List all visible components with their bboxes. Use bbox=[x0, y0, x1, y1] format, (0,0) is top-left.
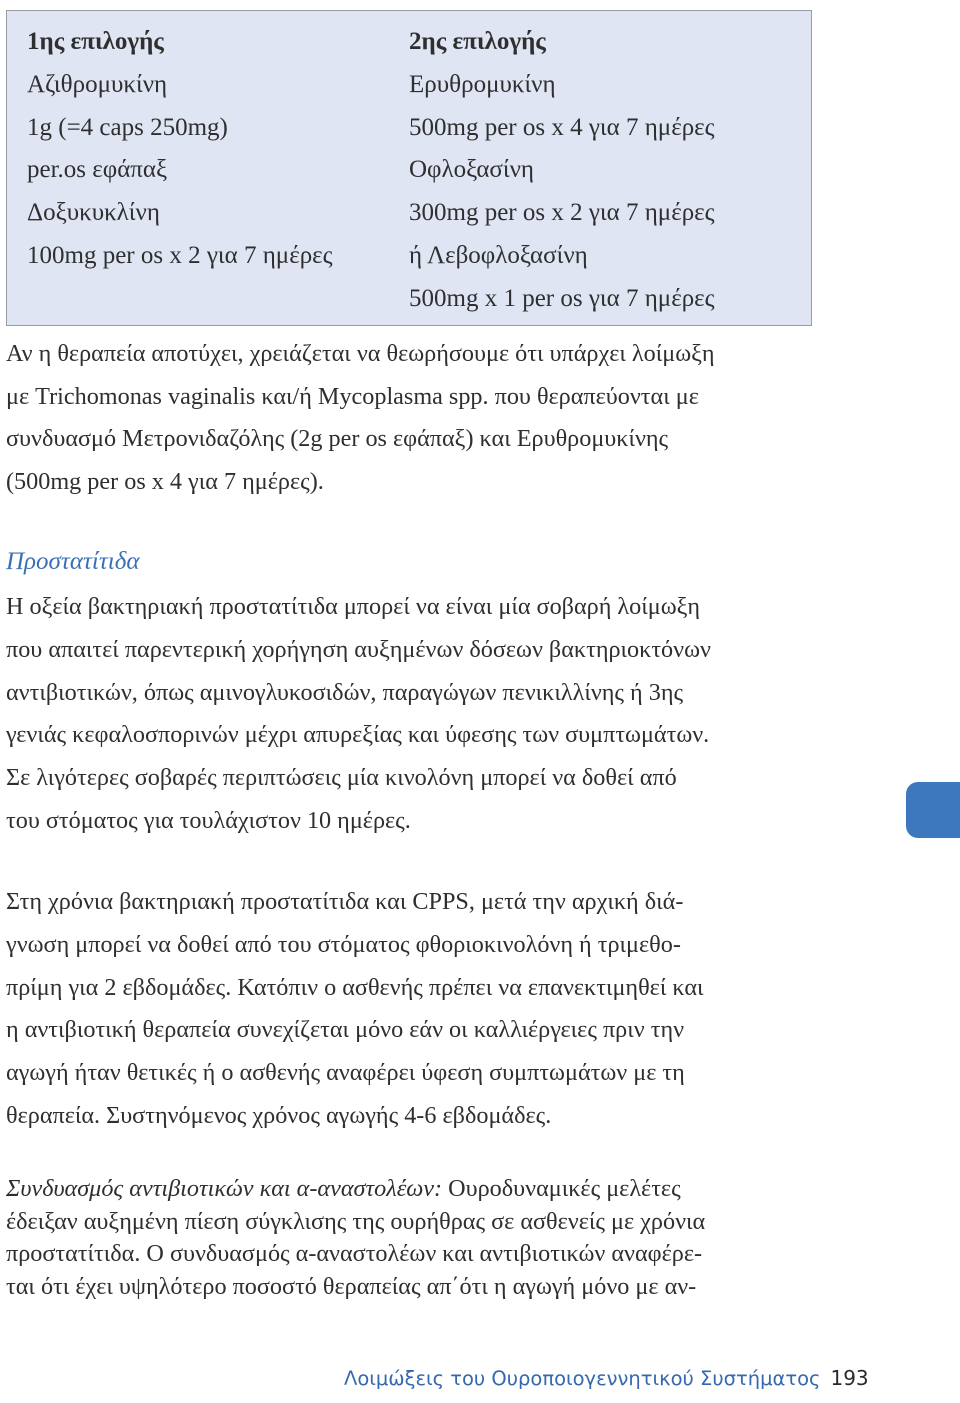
first-choice-line: 1g (=4 caps 250mg) bbox=[27, 113, 228, 141]
text-line: Αν η θεραπεία αποτύχει, χρειάζεται να θεωρήσουμε ότι υπάρχει λοίμωξη bbox=[6, 340, 715, 367]
text-line: Στη χρόνια βακτηριακή προστατίτιδα και CPPS, μετά την αρχική διά- bbox=[6, 888, 684, 915]
second-choice-line: 500mg x 1 per os για 7 ημέρες bbox=[409, 284, 715, 312]
page-footer bbox=[344, 1366, 869, 1390]
text-line: με Trichomonas vaginalis και/ή Mycoplasma spp. που θεραπεύονται με bbox=[6, 382, 699, 410]
section-heading: Προστατίτιδα bbox=[6, 548, 140, 575]
text-line: η αντιβιοτική θεραπεία συνεχίζεται μόνο εάν οι καλλιέργειες πριν την bbox=[6, 1016, 685, 1044]
text-span: Ουροδυναμικές μελέτες bbox=[442, 1175, 681, 1202]
first-choice-line: 100mg per os x 2 για 7 ημέρες bbox=[27, 241, 333, 269]
second-choice-line: 300mg per os x 2 για 7 ημέρες bbox=[409, 199, 715, 227]
second-choice-column bbox=[409, 21, 715, 321]
treatment-failure-paragraph bbox=[6, 333, 715, 503]
second-choice-line: 500mg per os x 4 για 7 ημέρες bbox=[409, 113, 715, 141]
running-title: Λοιμώξεις του Ουροποιογεννητικού Συστήματος bbox=[344, 1367, 821, 1390]
text-line: του στόματος για τουλάχιστον 10 ημέρες. bbox=[6, 806, 411, 834]
text-line bbox=[6, 1173, 705, 1206]
text-line: αγωγή ήταν θετικές ή ο ασθενής αναφέρει ύφεση συμπτωμάτων με τη bbox=[6, 1059, 685, 1087]
text-line: έδειξαν αυξημένη πίεση σύγκλισης της ουρήθρας σε ασθενείς με χρόνια bbox=[6, 1207, 706, 1235]
text-line: θεραπεία. Συστηνόμενος χρόνος αγωγής 4-6 εβδομάδες. bbox=[6, 1101, 552, 1129]
text-line: αντιβιοτικών, όπως αμινογλυκοσιδών, παραγώγων πενικιλλίνης ή 3ης bbox=[6, 678, 684, 706]
combination-therapy-paragraph bbox=[6, 1173, 705, 1304]
text-line: που απαιτεί παρεντερική χορήγηση αυξημένων δόσεων βακτηριοκτόνων bbox=[6, 635, 711, 663]
first-choice-line: Αζιθρομυκίνη bbox=[27, 70, 168, 98]
text-line: Σε λιγότερες σοβαρές περιπτώσεις μία κινολόνη μπορεί να δοθεί από bbox=[6, 764, 677, 792]
first-choice-header: 1ης επιλογής bbox=[27, 28, 164, 55]
second-choice-header: 2ης επιλογής bbox=[409, 28, 546, 55]
text-line: γενιάς κεφαλοσπορινών μέχρι απυρεξίας και ύφεσης των συμπτωμάτων. bbox=[6, 721, 710, 749]
first-choice-line: per.os εφάπαξ bbox=[27, 156, 168, 184]
second-choice-line: Ερυθρομυκίνη bbox=[409, 70, 556, 98]
first-choice-column bbox=[27, 21, 333, 278]
second-choice-line: Οφλοξασίνη bbox=[409, 156, 534, 184]
text-line: πρίμη για 2 εβδομάδες. Κατόπιν ο ασθενής πρέπει να επανεκτιμηθεί και bbox=[6, 973, 704, 1001]
chapter-tab-marker bbox=[906, 782, 960, 838]
text-line: ται ότι έχει υψηλότερο ποσοστό θεραπείας απ΄ότι η αγωγή μόνο με αν- bbox=[6, 1273, 697, 1301]
first-choice-line: Δοξυκυκλίνη bbox=[27, 199, 160, 227]
combination-therapy-lead: Συνδυασμός αντιβιοτικών και α-αναστολέων: bbox=[6, 1175, 443, 1202]
text-line: γνωση μπορεί να δοθεί από του στόματος φθοριοκινολόνη ή τριμεθο- bbox=[6, 930, 681, 958]
text-line: Η οξεία βακτηριακή προστατίτιδα μπορεί να είναι μία σοβαρή λοίμωξη bbox=[6, 593, 701, 620]
second-choice-line: ή Λεβοφλοξασίνη bbox=[409, 241, 588, 269]
text-line: συνδυασμό Μετρονιδαζόλης (2g per os εφάπαξ) και Ερυθρομυκίνης bbox=[6, 425, 669, 453]
text-line: προστατίτιδα. Ο συνδυασμός α-αναστολέων και αντιβιοτικών αναφέρε- bbox=[6, 1240, 703, 1268]
page-number: 193 bbox=[830, 1366, 869, 1390]
text-line: (500mg per os x 4 για 7 ημέρες). bbox=[6, 467, 324, 495]
acute-prostatitis-paragraph bbox=[6, 586, 711, 843]
treatment-table bbox=[6, 10, 812, 326]
chronic-prostatitis-paragraph bbox=[6, 881, 704, 1138]
